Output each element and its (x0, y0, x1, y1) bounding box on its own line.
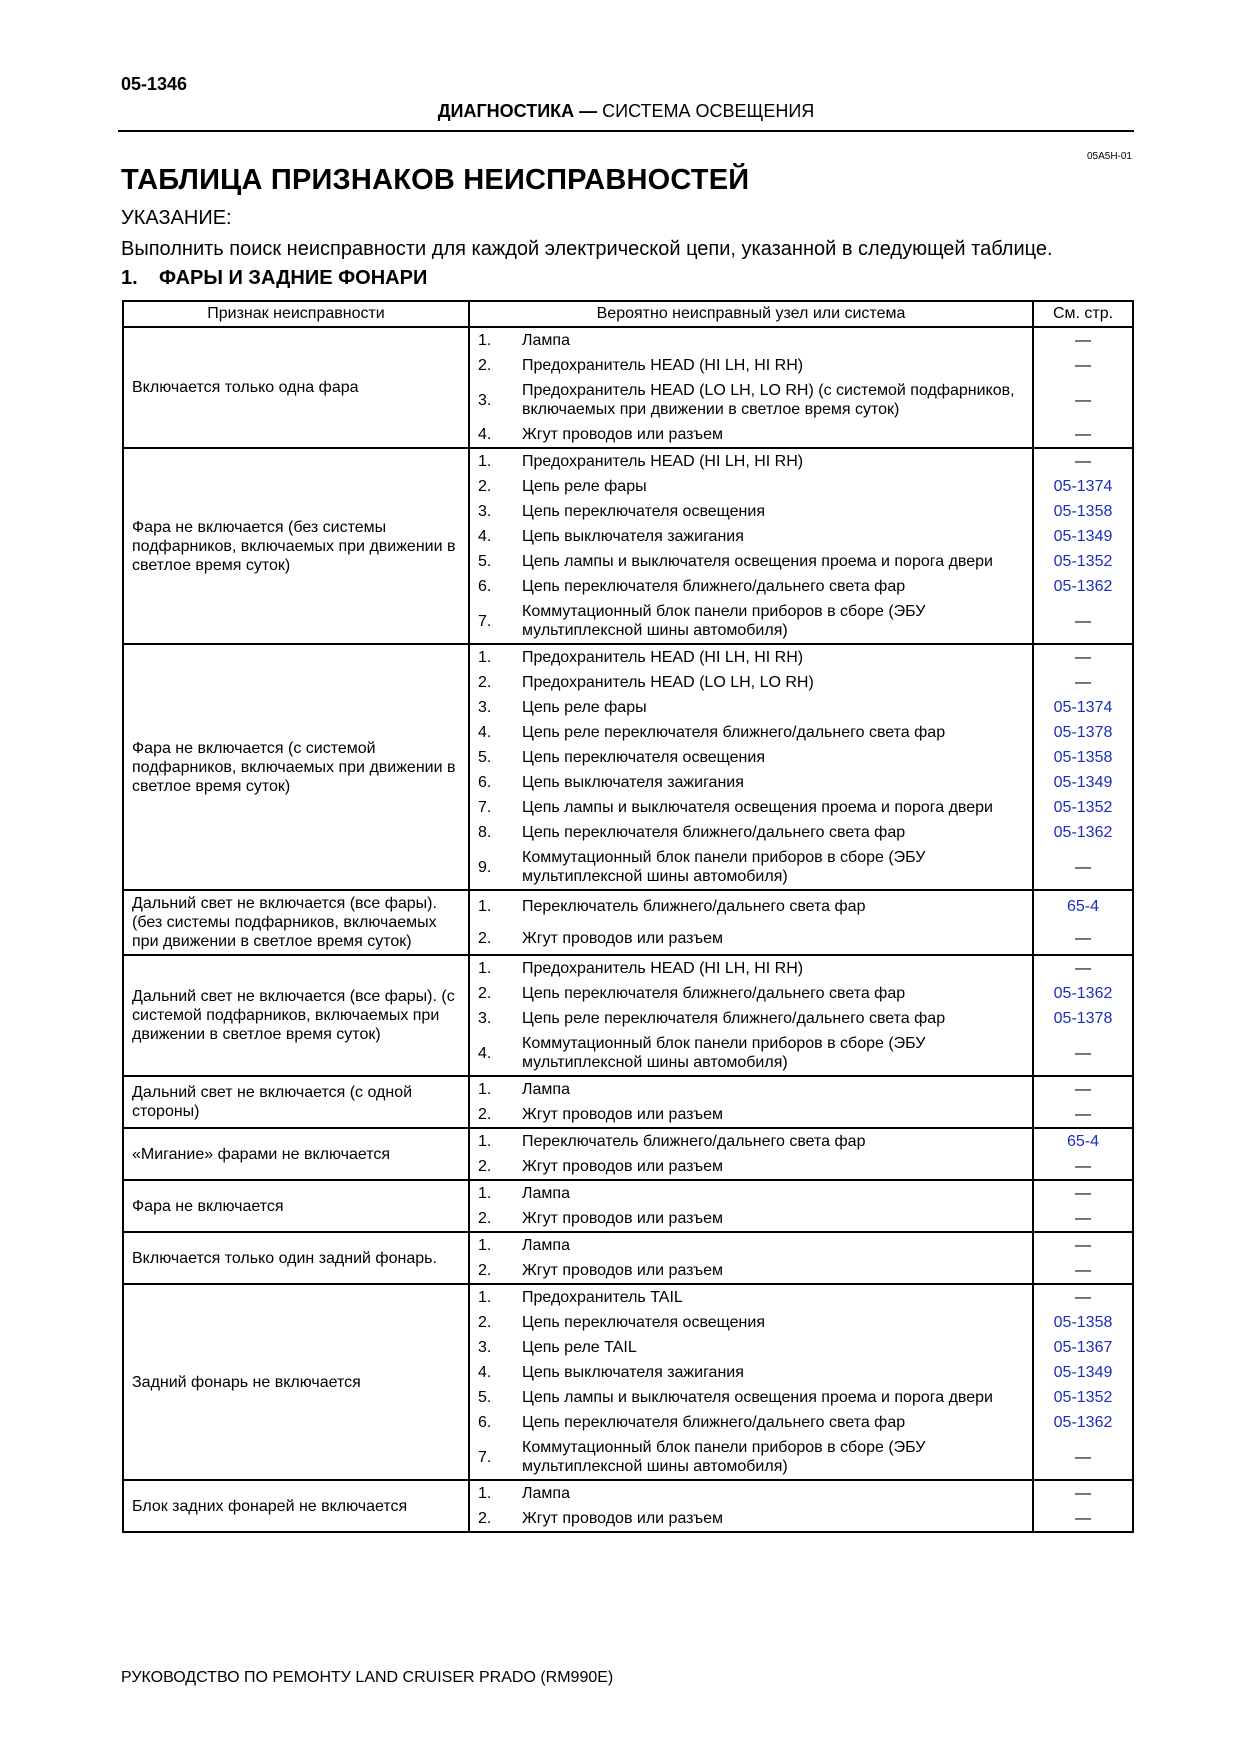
page-title: ТАБЛИЦА ПРИЗНАКОВ НЕИСПРАВНОСТЕЙ (121, 164, 750, 196)
column-header-symptom: Признак неисправности (123, 301, 469, 327)
section-title: ФАРЫ И ЗАДНИЕ ФОНАРИ (159, 267, 428, 289)
item-text: Цепь выключателя зажигания (522, 774, 744, 791)
item-text: Предохранитель HEAD (HI LH, HI RH) (522, 453, 804, 470)
item-text: Лампа (522, 1485, 570, 1502)
item-text: Предохранитель HEAD (LO LH, LO RH) (с системой подфарников, включаемых при движении в светлое время суток) (522, 382, 1015, 418)
see-page-cell (1033, 1076, 1133, 1102)
page-reference-link[interactable]: 05-1349 (1053, 528, 1113, 545)
item-text: Предохранитель HEAD (HI LH, HI RH) (522, 649, 804, 666)
item-number: 3. (478, 391, 492, 409)
symptom-cell: Включается только одна фара (123, 327, 469, 448)
suspect-area-cell (469, 1480, 1033, 1506)
page-reference-link[interactable]: 05-1349 (1053, 774, 1113, 791)
table-row (123, 327, 1133, 353)
suspect-area-cell (469, 474, 1033, 499)
item-number: 1. (478, 453, 492, 470)
symptom-cell: «Мигание» фарами не включается (123, 1128, 469, 1180)
table-row (123, 1180, 1133, 1206)
see-page-cell (1033, 1480, 1133, 1506)
item-number: 1. (478, 1485, 492, 1502)
see-page-cell (1033, 955, 1133, 981)
suspect-area-cell (469, 1335, 1033, 1360)
item-number: 5. (478, 1389, 492, 1406)
item-text: Жгут проводов или разъем (522, 929, 724, 947)
suspect-area-cell (469, 695, 1033, 720)
see-page-cell (1033, 1506, 1133, 1532)
no-reference-dash: — (1075, 960, 1091, 977)
see-page-cell (1033, 1180, 1133, 1206)
item-number: 1. (478, 898, 492, 916)
item-number: 2. (478, 1158, 492, 1175)
item-text: Жгут проводов или разъем (522, 1106, 724, 1123)
no-reference-dash: — (1075, 357, 1091, 374)
suspect-area-cell (469, 1385, 1033, 1410)
page-reference-link[interactable]: 05-1358 (1053, 1314, 1113, 1331)
item-number: 3. (478, 699, 492, 716)
page-reference-link[interactable]: 05-1362 (1053, 985, 1113, 1002)
item-text: Лампа (522, 1185, 570, 1202)
item-number: 7. (478, 1448, 492, 1466)
item-number: 2. (478, 674, 492, 691)
suspect-area-cell (469, 1102, 1033, 1128)
document-code: 05A5H-01 (1086, 151, 1132, 162)
page-reference-link[interactable]: 05-1374 (1053, 699, 1113, 716)
no-reference-dash: — (1075, 1106, 1091, 1123)
see-page-cell (1033, 1031, 1133, 1076)
item-number: 8. (478, 824, 492, 841)
no-reference-dash: — (1075, 1044, 1091, 1062)
no-reference-dash: — (1075, 1510, 1091, 1527)
item-text: Жгут проводов или разъем (522, 1262, 724, 1279)
item-number: 2. (478, 985, 492, 1002)
page-reference-link[interactable]: 65-4 (1066, 898, 1100, 916)
item-number: 6. (478, 774, 492, 791)
suspect-area-cell (469, 1410, 1033, 1435)
item-text: Предохранитель HEAD (HI LH, HI RH) (522, 960, 804, 977)
item-text: Переключатель ближнего/дальнего света фар (522, 1133, 866, 1150)
symptom-table (122, 300, 1134, 1533)
section-number: 1. (121, 267, 138, 289)
no-reference-dash: — (1075, 1158, 1091, 1175)
item-number: 5. (478, 749, 492, 766)
item-text: Предохранитель HEAD (LO LH, LO RH) (522, 674, 814, 691)
symptom-cell: Блок задних фонарей не включается (123, 1480, 469, 1532)
item-number: 1. (478, 1289, 492, 1306)
see-page-cell (1033, 1410, 1133, 1435)
page-reference-link[interactable]: 65-4 (1066, 1133, 1100, 1150)
see-page-cell (1033, 378, 1133, 422)
item-number: 5. (478, 553, 492, 570)
see-page-cell (1033, 720, 1133, 745)
symptom-cell: Фара не включается (123, 1180, 469, 1232)
item-text: Цепь выключателя зажигания (522, 1364, 744, 1381)
suspect-area-cell (469, 1128, 1033, 1154)
suspect-area-cell (469, 599, 1033, 644)
symptom-cell: Дальний свет не включается (все фары). (с системой подфарников, включаемых при движении в светлое время суток) (123, 955, 469, 1076)
suspect-area-cell (469, 1435, 1033, 1480)
page-reference-link[interactable]: 05-1362 (1053, 824, 1113, 841)
header-rule (118, 130, 1134, 132)
item-text: Цепь переключателя ближнего/дальнего света фар (522, 578, 906, 595)
suspect-area-cell (469, 1076, 1033, 1102)
item-text: Цепь лампы и выключателя освещения проема и порога двери (522, 1389, 993, 1406)
item-number: 2. (478, 1106, 492, 1123)
item-number: 2. (478, 357, 492, 374)
suspect-area-cell (469, 820, 1033, 845)
item-text: Коммутационный блок панели приборов в сборе (ЭБУ мультиплексной шины автомобиля) (522, 849, 926, 885)
note-text: Выполнить поиск неисправности для каждой электрической цепи, указанной в следующей таблице. (121, 238, 1053, 260)
item-text: Коммутационный блок панели приборов в сборе (ЭБУ мультиплексной шины автомобиля) (522, 1439, 926, 1475)
table-row (123, 890, 1133, 923)
item-number: 1. (478, 960, 492, 977)
item-text: Предохранитель HEAD (HI LH, HI RH) (522, 357, 804, 374)
item-number: 4. (478, 1044, 492, 1062)
item-text: Цепь переключателя ближнего/дальнего света фар (522, 1414, 906, 1431)
page-reference-link[interactable]: 05-1358 (1053, 749, 1113, 766)
table-row (123, 1284, 1133, 1310)
see-page-cell (1033, 574, 1133, 599)
item-number: 1. (478, 1081, 492, 1098)
suspect-area-cell (469, 745, 1033, 770)
see-page-cell (1033, 1154, 1133, 1180)
symptom-cell: Фара не включается (с системой подфарников, включаемых при движении в светлое время суток) (123, 644, 469, 890)
item-number: 1. (478, 649, 492, 666)
suspect-area-cell (469, 923, 1033, 956)
see-page-cell (1033, 448, 1133, 474)
suspect-area-cell (469, 499, 1033, 524)
no-reference-dash: — (1075, 649, 1091, 666)
running-header-subsection: СИСТЕМА ОСВЕЩЕНИЯ (597, 101, 815, 121)
item-text: Цепь реле фары (522, 478, 647, 495)
suspect-area-cell (469, 845, 1033, 890)
item-number: 4. (478, 426, 492, 443)
item-number: 9. (478, 858, 492, 876)
symptom-table-body (123, 327, 1133, 1532)
item-number: 6. (478, 1414, 492, 1431)
no-reference-dash: — (1075, 453, 1091, 470)
page-reference-link[interactable]: 05-1367 (1053, 1339, 1113, 1356)
see-page-cell (1033, 1310, 1133, 1335)
item-text: Предохранитель TAIL (522, 1289, 683, 1306)
no-reference-dash: — (1075, 1262, 1091, 1279)
header-row (123, 301, 1133, 327)
table-row (123, 1128, 1133, 1154)
see-page-cell (1033, 1335, 1133, 1360)
page-reference-link[interactable]: 05-1352 (1053, 553, 1113, 570)
item-number: 3. (478, 1339, 492, 1356)
item-number: 2. (478, 478, 492, 495)
item-text: Жгут проводов или разъем (522, 426, 724, 443)
page-reference-link[interactable]: 05-1352 (1053, 799, 1113, 816)
see-page-cell (1033, 499, 1133, 524)
suspect-area-cell (469, 955, 1033, 981)
no-reference-dash: — (1075, 332, 1091, 349)
table-row (123, 1232, 1133, 1258)
no-reference-dash: — (1075, 1485, 1091, 1502)
table-row (123, 1076, 1133, 1102)
see-page-cell (1033, 524, 1133, 549)
suspect-area-cell (469, 448, 1033, 474)
column-header-see-page: См. стр. (1033, 301, 1133, 327)
no-reference-dash: — (1075, 674, 1091, 691)
item-text: Переключатель ближнего/дальнего света фар (522, 898, 866, 916)
suspect-area-cell (469, 422, 1033, 448)
see-page-cell (1033, 474, 1133, 499)
see-page-cell (1033, 327, 1133, 353)
see-page-cell (1033, 695, 1133, 720)
item-text: Цепь переключателя ближнего/дальнего света фар (522, 824, 906, 841)
item-number: 7. (478, 799, 492, 816)
page-number: 05-1346 (121, 74, 188, 94)
see-page-cell (1033, 1385, 1133, 1410)
no-reference-dash: — (1075, 1448, 1091, 1466)
item-number: 3. (478, 503, 492, 520)
symptom-cell: Дальний свет не включается (все фары). (без системы подфарников, включаемых при движении в светлое время суток) (123, 890, 469, 955)
page-reference-link[interactable]: 05-1352 (1053, 1389, 1113, 1406)
table-row (123, 1480, 1133, 1506)
item-text: Лампа (522, 332, 570, 349)
page-reference-link[interactable]: 05-1349 (1053, 1364, 1113, 1381)
item-number: 1. (478, 1185, 492, 1202)
suspect-area-cell (469, 1284, 1033, 1310)
no-reference-dash: — (1075, 1289, 1091, 1306)
column-header-suspect-area: Вероятно неисправный узел или система (469, 301, 1033, 327)
symptom-cell: Задний фонарь не включается (123, 1284, 469, 1480)
see-page-cell (1033, 1360, 1133, 1385)
item-text: Лампа (522, 1237, 570, 1254)
item-number: 2. (478, 1262, 492, 1279)
page-reference-link[interactable]: 05-1358 (1053, 503, 1113, 520)
see-page-cell (1033, 353, 1133, 378)
suspect-area-cell (469, 1180, 1033, 1206)
item-text: Цепь реле фары (522, 699, 647, 716)
suspect-area-cell (469, 770, 1033, 795)
section-heading (121, 267, 427, 290)
suspect-area-cell (469, 1360, 1033, 1385)
no-reference-dash: — (1075, 1237, 1091, 1254)
suspect-area-cell (469, 1506, 1033, 1532)
no-reference-dash: — (1075, 929, 1091, 947)
see-page-cell (1033, 1206, 1133, 1232)
see-page-cell (1033, 890, 1133, 923)
no-reference-dash: — (1075, 1081, 1091, 1098)
suspect-area-cell (469, 670, 1033, 695)
no-reference-dash: — (1075, 1210, 1091, 1227)
suspect-area-cell (469, 1258, 1033, 1284)
suspect-area-cell (469, 1031, 1033, 1076)
see-page-cell (1033, 1435, 1133, 1480)
suspect-area-cell (469, 549, 1033, 574)
item-number: 6. (478, 578, 492, 595)
item-number: 3. (478, 1010, 492, 1027)
see-page-cell (1033, 1284, 1133, 1310)
item-text: Жгут проводов или разъем (522, 1510, 724, 1527)
item-text: Цепь лампы и выключателя освещения проема и порога двери (522, 799, 993, 816)
page-footer: РУКОВОДСТВО ПО РЕМОНТУ LAND CRUISER PRADO (RM990E) (121, 1669, 614, 1686)
no-reference-dash: — (1075, 426, 1091, 443)
table-row (123, 955, 1133, 981)
suspect-area-cell (469, 353, 1033, 378)
item-number: 2. (478, 929, 492, 947)
item-number: 2. (478, 1510, 492, 1527)
no-reference-dash: — (1075, 391, 1091, 409)
running-header-section: ДИАГНОСТИКА — (437, 101, 598, 121)
page-reference-link[interactable]: 05-1362 (1053, 1414, 1113, 1431)
see-page-cell (1033, 1102, 1133, 1128)
item-text: Лампа (522, 1081, 570, 1098)
suspect-area-cell (469, 524, 1033, 549)
suspect-area-cell (469, 720, 1033, 745)
no-reference-dash: — (1075, 612, 1091, 630)
item-text: Цепь переключателя освещения (522, 503, 765, 520)
table-row (123, 448, 1133, 474)
item-number: 1. (478, 332, 492, 349)
symptom-cell: Включается только один задний фонарь. (123, 1232, 469, 1284)
see-page-cell (1033, 670, 1133, 695)
see-page-cell (1033, 795, 1133, 820)
see-page-cell (1033, 1006, 1133, 1031)
see-page-cell (1033, 549, 1133, 574)
suspect-area-cell (469, 1206, 1033, 1232)
suspect-area-cell (469, 327, 1033, 353)
see-page-cell (1033, 1232, 1133, 1258)
item-text: Цепь переключателя ближнего/дальнего света фар (522, 985, 906, 1002)
see-page-cell (1033, 1258, 1133, 1284)
item-text: Цепь переключателя освещения (522, 1314, 765, 1331)
item-number: 4. (478, 724, 492, 741)
page-reference-link[interactable]: 05-1378 (1053, 1010, 1113, 1027)
suspect-area-cell (469, 1154, 1033, 1180)
suspect-area-cell (469, 795, 1033, 820)
item-number: 7. (478, 612, 492, 630)
see-page-cell (1033, 770, 1133, 795)
suspect-area-cell (469, 644, 1033, 670)
see-page-cell (1033, 820, 1133, 845)
item-number: 2. (478, 1314, 492, 1331)
no-reference-dash: — (1075, 858, 1091, 876)
item-text: Цепь лампы и выключателя освещения проема и порога двери (522, 553, 993, 570)
item-text: Коммутационный блок панели приборов в сборе (ЭБУ мультиплексной шины автомобиля) (522, 603, 926, 639)
suspect-area-cell (469, 981, 1033, 1006)
item-number: 1. (478, 1133, 492, 1150)
item-text: Жгут проводов или разъем (522, 1158, 724, 1175)
see-page-cell (1033, 923, 1133, 956)
symptom-table-header (123, 301, 1133, 327)
item-text: Цепь реле переключателя ближнего/дальнего света фар (522, 1010, 946, 1027)
suspect-area-cell (469, 1310, 1033, 1335)
item-text: Коммутационный блок панели приборов в сборе (ЭБУ мультиплексной шины автомобиля) (522, 1035, 926, 1071)
suspect-area-cell (469, 378, 1033, 422)
suspect-area-cell (469, 1006, 1033, 1031)
item-number: 4. (478, 1364, 492, 1381)
item-number: 1. (478, 1237, 492, 1254)
see-page-cell (1033, 422, 1133, 448)
suspect-area-cell (469, 1232, 1033, 1258)
item-text: Жгут проводов или разъем (522, 1210, 724, 1227)
see-page-cell (1033, 1128, 1133, 1154)
running-header (121, 101, 1131, 122)
symptom-cell: Дальний свет не включается (с одной стороны) (123, 1076, 469, 1128)
symptom-cell: Фара не включается (без системы подфарников, включаемых при движении в светлое время суток) (123, 448, 469, 644)
page-reference-link[interactable]: 05-1362 (1053, 578, 1113, 595)
see-page-cell (1033, 845, 1133, 890)
page-reference-link[interactable]: 05-1378 (1053, 724, 1113, 741)
note-label: УКАЗАНИЕ: (121, 207, 232, 229)
see-page-cell (1033, 981, 1133, 1006)
page-reference-link[interactable]: 05-1374 (1053, 478, 1113, 495)
item-number: 4. (478, 528, 492, 545)
see-page-cell (1033, 644, 1133, 670)
item-text: Цепь переключателя освещения (522, 749, 765, 766)
see-page-cell (1033, 745, 1133, 770)
item-text: Цепь реле переключателя ближнего/дальнего света фар (522, 724, 946, 741)
item-number: 2. (478, 1210, 492, 1227)
no-reference-dash: — (1075, 1185, 1091, 1202)
item-text: Цепь реле TAIL (522, 1339, 637, 1356)
item-text: Цепь выключателя зажигания (522, 528, 744, 545)
see-page-cell (1033, 599, 1133, 644)
suspect-area-cell (469, 574, 1033, 599)
table-row (123, 644, 1133, 670)
suspect-area-cell (469, 890, 1033, 923)
